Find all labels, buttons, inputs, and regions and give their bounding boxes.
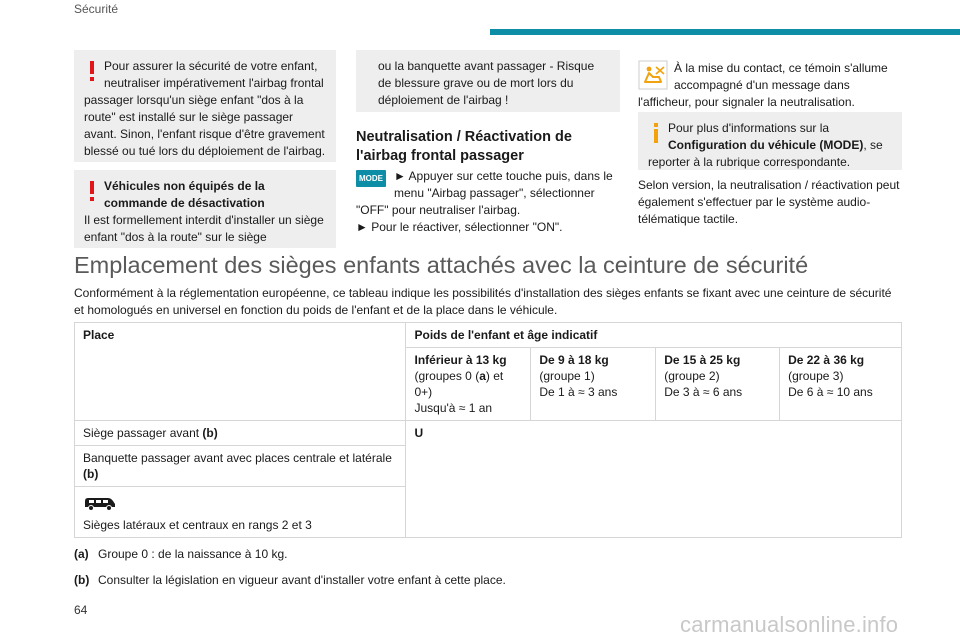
airbag-off-indicator-icon [638, 60, 668, 90]
group-cell: Inférieur à 13 kg (groupes 0 (a) et 0+) Jusqu'à ≈ 1 an [406, 348, 531, 421]
place-cell: Banquette passager avant avec places centrale et latérale (b) [75, 446, 406, 487]
place-cell: Sièges latéraux et centraux en rangs 2 et 3 [75, 487, 406, 538]
warning-icon [84, 58, 100, 88]
van-icon [83, 495, 117, 513]
group-cell: De 15 à 25 kg (groupe 2) De 3 à ≈ 6 ans [656, 348, 780, 421]
header-place: Place [75, 323, 406, 421]
mode-button-icon: MODE [356, 170, 386, 187]
child-seat-table [74, 322, 902, 538]
step-2: ► Pour le réactiver, sélectionner "ON". [356, 220, 563, 234]
warning-box-no-deactivation [74, 170, 336, 248]
footnote-a: (a) Groupe 0 : de la naissance à 10 kg. [74, 547, 288, 561]
info-icon [648, 120, 664, 150]
info-text-pre: Pour plus d'informations sur la [668, 121, 830, 135]
section-intro: Conformément à la réglementation européenne, ce tableau indique les possibilités d'installation des sièges enfants se fixant avec une ceinture de sécurité et homologués en universel en fonction du poids de l'enfant et de la place dans le véhicule. [74, 286, 892, 317]
section-title: Emplacement des sièges enfants attachés avec la ceinture de sécurité [74, 252, 809, 278]
indicator-description [638, 60, 906, 111]
watermark: carmanualsonline.info [680, 612, 899, 637]
warning-text-continued: ou la banquette avant passager - Risque de blessure grave ou de mort lors du déploiement de l'airbag ! [378, 59, 595, 107]
warning-box-continued [356, 50, 620, 112]
warning-icon [84, 178, 100, 208]
step-1: ► Appuyer sur cette touche puis, dans le menu "Airbag passager", sélectionner "OFF" pour neutraliser l'airbag. [356, 169, 613, 217]
version-note: Selon version, la neutralisation / réactivation peut également s'effectuer par le système audio-télématique tactile. [638, 178, 900, 226]
warning-title: Véhicules non équipés de la commande de désactivation [104, 179, 265, 210]
footnote-b: (b) Consulter la législation en vigueur avant d'installer votre enfant à cette place. [74, 573, 506, 587]
info-text-post: , se reporter à la rubrique correspondante. [648, 138, 883, 169]
table-row [75, 421, 902, 446]
page-number: 64 [74, 603, 88, 617]
place-cell: Siège passager avant (b) [75, 421, 406, 446]
neutralisation-steps [356, 168, 622, 236]
value-cell: U [406, 421, 902, 538]
warning-text: Il est formellement interdit d'installer un siège enfant "dos à la route" sur le siège [84, 213, 324, 244]
header-accent-bar [490, 29, 960, 35]
group-cell: De 22 à 36 kg (groupe 3) De 6 à ≈ 10 ans [780, 348, 902, 421]
indicator-text: À la mise du contact, ce témoin s'allume accompagné d'un message dans l'afficheur, pour signaler la neutralisation. [638, 61, 888, 109]
running-header: Sécurité [74, 2, 119, 16]
warning-text: Pour assurer la sécurité de votre enfant, neutraliser impérativement l'airbag frontal passager lorsqu'un siège enfant "dos à la route" est installé sur le siège passager avant. Sinon, l'enfant risque d'être gravement blessé ou tué lors du déploiement de l'airbag. [84, 59, 326, 158]
header-weight: Poids de l'enfant et âge indicatif [406, 323, 902, 348]
info-box-configuration [638, 112, 902, 170]
table-header-row [75, 323, 902, 348]
subheading-neutralisation: Neutralisation / Réactivation de l'airbag frontal passager [356, 129, 572, 164]
info-text-bold: Configuration du véhicule (MODE) [668, 138, 864, 152]
group-cell: De 9 à 18 kg (groupe 1) De 1 à ≈ 3 ans [531, 348, 656, 421]
warning-box-airbag [74, 50, 336, 162]
